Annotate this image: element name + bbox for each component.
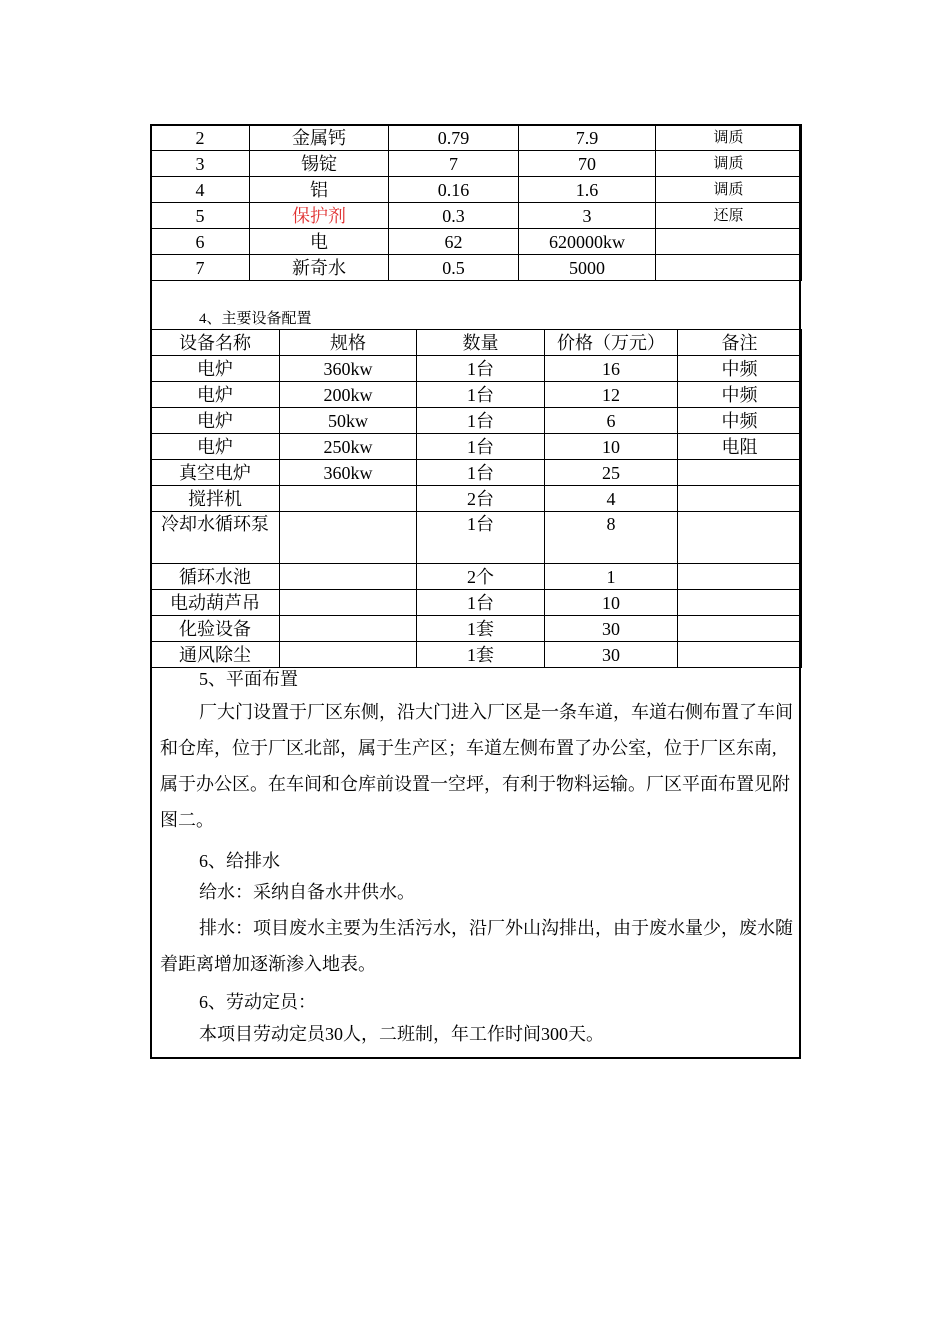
equipment-note: 中频 [678, 408, 802, 434]
row-number: 2 [151, 125, 250, 151]
equipment-price: 8 [545, 512, 678, 564]
equipment-note: 中频 [678, 356, 802, 382]
staff-text: 本项目劳动定员30人，二班制，年工作时间300天。 [199, 1024, 604, 1044]
equipment-note [678, 460, 802, 486]
equipment-name: 真空电炉 [151, 460, 280, 486]
equipment-price: 30 [545, 616, 678, 642]
table-row [151, 356, 802, 382]
table-row [151, 382, 802, 408]
table-row [151, 229, 802, 255]
column-header: 设备名称 [151, 330, 280, 356]
material-amount: 620000kw [519, 229, 656, 255]
equipment-spec [280, 642, 417, 668]
equipment-name: 电炉 [151, 382, 280, 408]
equipment-spec: 50kw [280, 408, 417, 434]
material-use: 调质 [656, 151, 802, 177]
equipment-price: 10 [545, 434, 678, 460]
material-use: 调质 [656, 125, 802, 151]
equipment-spec [280, 616, 417, 642]
staff-block [160, 1016, 794, 1052]
equipment-spec [280, 564, 417, 590]
equipment-spec [280, 590, 417, 616]
equipment-spec: 360kw [280, 460, 417, 486]
material-amount: 3 [519, 203, 656, 229]
material-name: 保护剂 [250, 203, 389, 229]
table-row [151, 590, 802, 616]
water-supply-text: 给水：采纳自备水井供水。 [199, 882, 415, 902]
material-use: 还原 [656, 203, 802, 229]
equipment-name: 冷却水循环泵 [151, 512, 280, 564]
material-qty: 0.16 [389, 177, 519, 203]
equipment-note [678, 512, 802, 564]
table-row [151, 151, 802, 177]
equipment-name: 搅拌机 [151, 486, 280, 512]
equipment-price: 1 [545, 564, 678, 590]
equipment-note [678, 642, 802, 668]
table-row [151, 512, 802, 564]
table-header-row [151, 330, 802, 356]
equipment-name: 电炉 [151, 434, 280, 460]
layout-paragraph-block [160, 694, 794, 838]
row-number: 4 [151, 177, 250, 203]
equipment-price: 25 [545, 460, 678, 486]
material-use [656, 255, 802, 281]
material-qty: 0.79 [389, 125, 519, 151]
layout-section-title: 5、平面布置 [199, 669, 298, 689]
material-name: 新奇水 [250, 255, 389, 281]
table-row [151, 434, 802, 460]
equipment-spec: 200kw [280, 382, 417, 408]
equipment-note: 中频 [678, 382, 802, 408]
equipment-name: 循环水池 [151, 564, 280, 590]
material-qty: 0.3 [389, 203, 519, 229]
material-use [656, 229, 802, 255]
equipment-note [678, 590, 802, 616]
equipment-note [678, 486, 802, 512]
equipment-price: 12 [545, 382, 678, 408]
material-amount: 7.9 [519, 125, 656, 151]
material-name: 锡锭 [250, 151, 389, 177]
water-drainage-text: 排水：项目废水主要为生活污水，沿厂外山沟排出，由于废水量少，废水随着距离增加逐渐渗入地表。 [160, 918, 793, 974]
column-header: 数量 [417, 330, 545, 356]
equipment-spec [280, 512, 417, 564]
equipment-qty: 2个 [417, 564, 545, 590]
equipment-qty: 1台 [417, 512, 545, 564]
equipment-price: 6 [545, 408, 678, 434]
row-number: 3 [151, 151, 250, 177]
table-row [151, 564, 802, 590]
equipment-price: 16 [545, 356, 678, 382]
table-row [151, 177, 802, 203]
equipment-price: 10 [545, 590, 678, 616]
equipment-note [678, 564, 802, 590]
equipment-spec: 360kw [280, 356, 417, 382]
equipment-spec [280, 486, 417, 512]
table-row [151, 203, 802, 229]
water-drainage-block [160, 910, 794, 982]
table-row [151, 616, 802, 642]
table-row [151, 255, 802, 281]
row-number: 6 [151, 229, 250, 255]
equipment-qty: 1台 [417, 460, 545, 486]
equipment-qty: 1台 [417, 382, 545, 408]
table-row [151, 125, 802, 151]
material-amount: 5000 [519, 255, 656, 281]
equipment-name: 电炉 [151, 408, 280, 434]
table-row [151, 460, 802, 486]
equipment-section-title: 4、主要设备配置 [199, 311, 312, 327]
equipment-spec: 250kw [280, 434, 417, 460]
equipment-table [150, 329, 802, 668]
equipment-note: 电阻 [678, 434, 802, 460]
equipment-name: 电炉 [151, 356, 280, 382]
material-amount: 70 [519, 151, 656, 177]
material-qty: 7 [389, 151, 519, 177]
equipment-name: 通风除尘 [151, 642, 280, 668]
material-name: 金属钙 [250, 125, 389, 151]
equipment-name: 化验设备 [151, 616, 280, 642]
equipment-price: 30 [545, 642, 678, 668]
material-name: 铝 [250, 177, 389, 203]
materials-table [150, 124, 802, 281]
equipment-note [678, 616, 802, 642]
equipment-price: 4 [545, 486, 678, 512]
material-qty: 62 [389, 229, 519, 255]
staff-section-title: 6、劳动定员： [199, 992, 316, 1012]
table-row [151, 408, 802, 434]
water-supply-block [160, 874, 794, 910]
column-header: 价格（万元） [545, 330, 678, 356]
equipment-qty: 1台 [417, 356, 545, 382]
equipment-qty: 1台 [417, 408, 545, 434]
table-row [151, 486, 802, 512]
table-row [151, 642, 802, 668]
material-name: 电 [250, 229, 389, 255]
column-header: 备注 [678, 330, 802, 356]
row-number: 5 [151, 203, 250, 229]
water-section-title: 6、给排水 [199, 851, 280, 871]
equipment-qty: 1套 [417, 616, 545, 642]
equipment-name: 电动葫芦吊 [151, 590, 280, 616]
equipment-qty: 2台 [417, 486, 545, 512]
layout-paragraph: 厂大门设置于厂区东侧，沿大门进入厂区是一条车道，车道右侧布置了车间和仓库，位于厂区北部，属于生产区；车道左侧布置了办公室，位于厂区东南,属于办公区。在车间和仓库前设置一空坪，有利于物料运输。厂区平面布置见附图二。 [160, 702, 793, 830]
material-use: 调质 [656, 177, 802, 203]
column-header: 规格 [280, 330, 417, 356]
material-amount: 1.6 [519, 177, 656, 203]
material-qty: 0.5 [389, 255, 519, 281]
row-number: 7 [151, 255, 250, 281]
equipment-qty: 1台 [417, 590, 545, 616]
equipment-qty: 1套 [417, 642, 545, 668]
equipment-qty: 1台 [417, 434, 545, 460]
